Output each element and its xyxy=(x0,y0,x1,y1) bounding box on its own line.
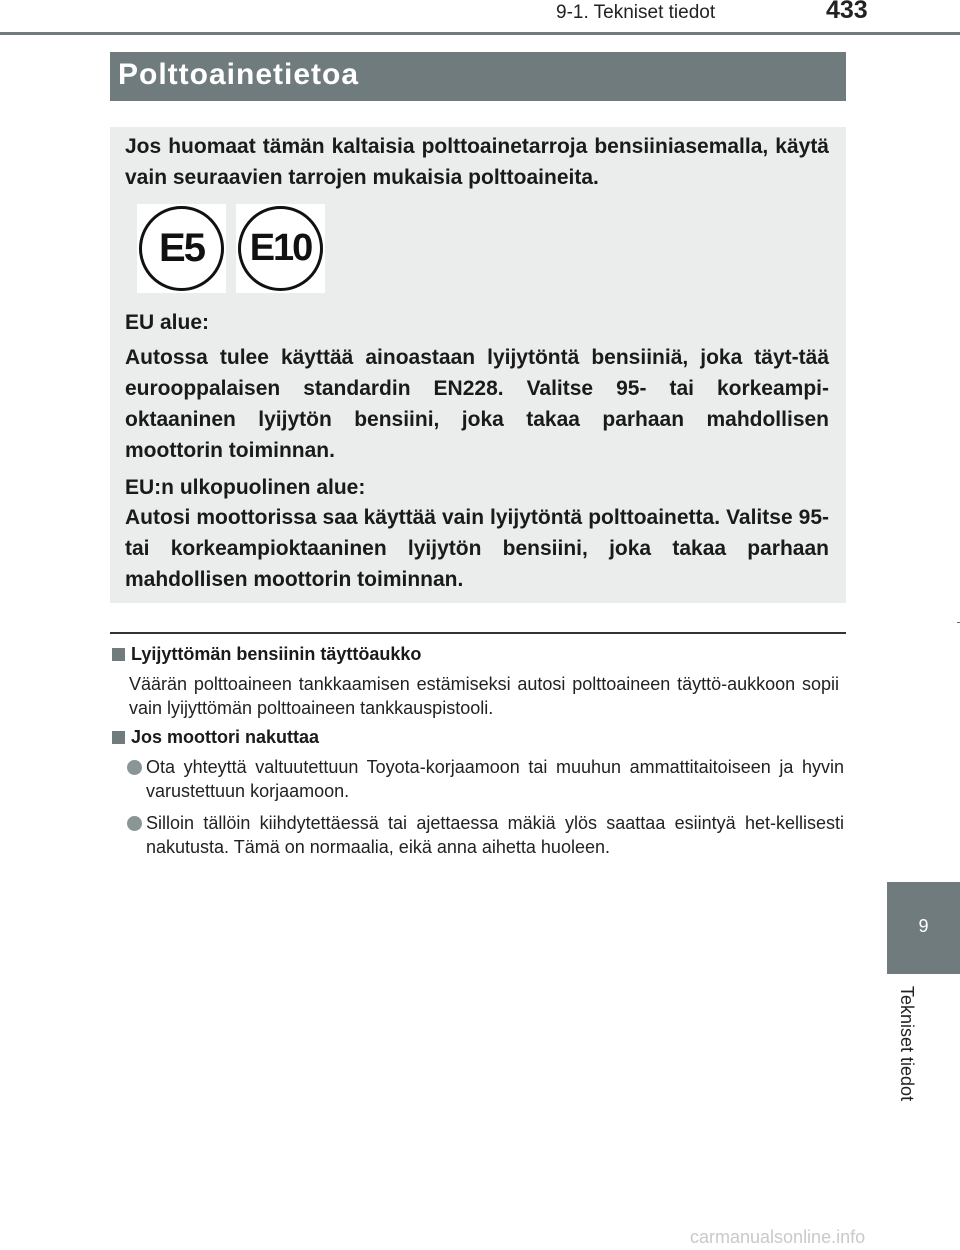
running-head: 9-1. Tekniset tiedot xyxy=(556,2,716,23)
chapter-number: 9 xyxy=(918,916,929,936)
eu-heading: EU alue: xyxy=(125,311,210,334)
chapter-side-label-text: Tekniset tiedot xyxy=(897,986,917,1102)
square-bullet-icon xyxy=(112,731,125,744)
fuel-info-box xyxy=(110,127,846,603)
non-eu-text: Autosi moottorissa saa käyttää vain lyijytöntä polttoainetta. Valitse 95- tai korkeampioktaaninen lyijytön bensiini, joka takaa parhaan mahdollisen moottorin toiminnan. xyxy=(125,506,829,591)
fuel-label-e10: E10 xyxy=(238,206,323,291)
note-heading-filler xyxy=(112,644,421,665)
round-bullet-icon xyxy=(127,816,142,831)
page-number: 433 xyxy=(826,0,868,24)
note-bullet-2: Silloin tällöin kiihdytettäessä tai ajettaessa mäkiä ylös saattaa esiintyä het-kellisesti nakutusta. Tämä on normaalia, eikä anna aihetta huoleen. xyxy=(146,813,844,857)
separator-rule xyxy=(110,632,846,634)
section-title: Polttoainetietoa xyxy=(118,58,360,91)
note-heading-knocking xyxy=(112,727,319,748)
fuel-label-intro: Jos huomaat tämän kaltaisia polttoainetarroja bensiiniasemalla, käytä vain seuraavien tarrojen mukaisia polttoaineita. xyxy=(125,135,829,189)
fuel-label-e5-tile xyxy=(137,204,226,293)
fuel-label-e10-tile xyxy=(236,204,325,293)
chapter-tab xyxy=(887,882,960,974)
fuel-label-e5: E5 xyxy=(139,206,224,291)
note-heading-knocking-text: Jos moottori nakuttaa xyxy=(131,727,320,747)
chapter-side-label xyxy=(892,986,922,1118)
watermark: carmanualsonline.info xyxy=(690,1227,866,1247)
header-rule xyxy=(0,32,960,35)
square-bullet-icon xyxy=(112,648,125,661)
round-bullet-icon xyxy=(127,760,142,775)
note-text-filler: Väärän polttoaineen tankkaamisen estämiseksi autosi polttoaineen täyttö-aukkoon sopii vain lyijyttömän polttoaineen tankkauspistooli. xyxy=(129,674,839,718)
non-eu-heading: EU:n ulkopuolinen alue: xyxy=(125,476,366,499)
section-title-bar xyxy=(110,52,846,101)
note-bullet-1: Ota yhteyttä valtuutettuun Toyota-korjaamoon tai muuhun ammattitaitoiseen ja hyvin varustettuun korjaamoon. xyxy=(146,757,844,801)
note-heading-filler-text: Lyijyttömän bensiinin täyttöaukko xyxy=(131,644,422,664)
eu-text: Autossa tulee käyttää ainoastaan lyijytöntä bensiiniä, joka täyt-tää eurooppalaisen standardin EN228. Valitse 95- tai korkeampi-oktaaninen lyijytön bensiini, joka takaa parhaan mahdollisen moottorin toiminnan. xyxy=(125,346,829,462)
